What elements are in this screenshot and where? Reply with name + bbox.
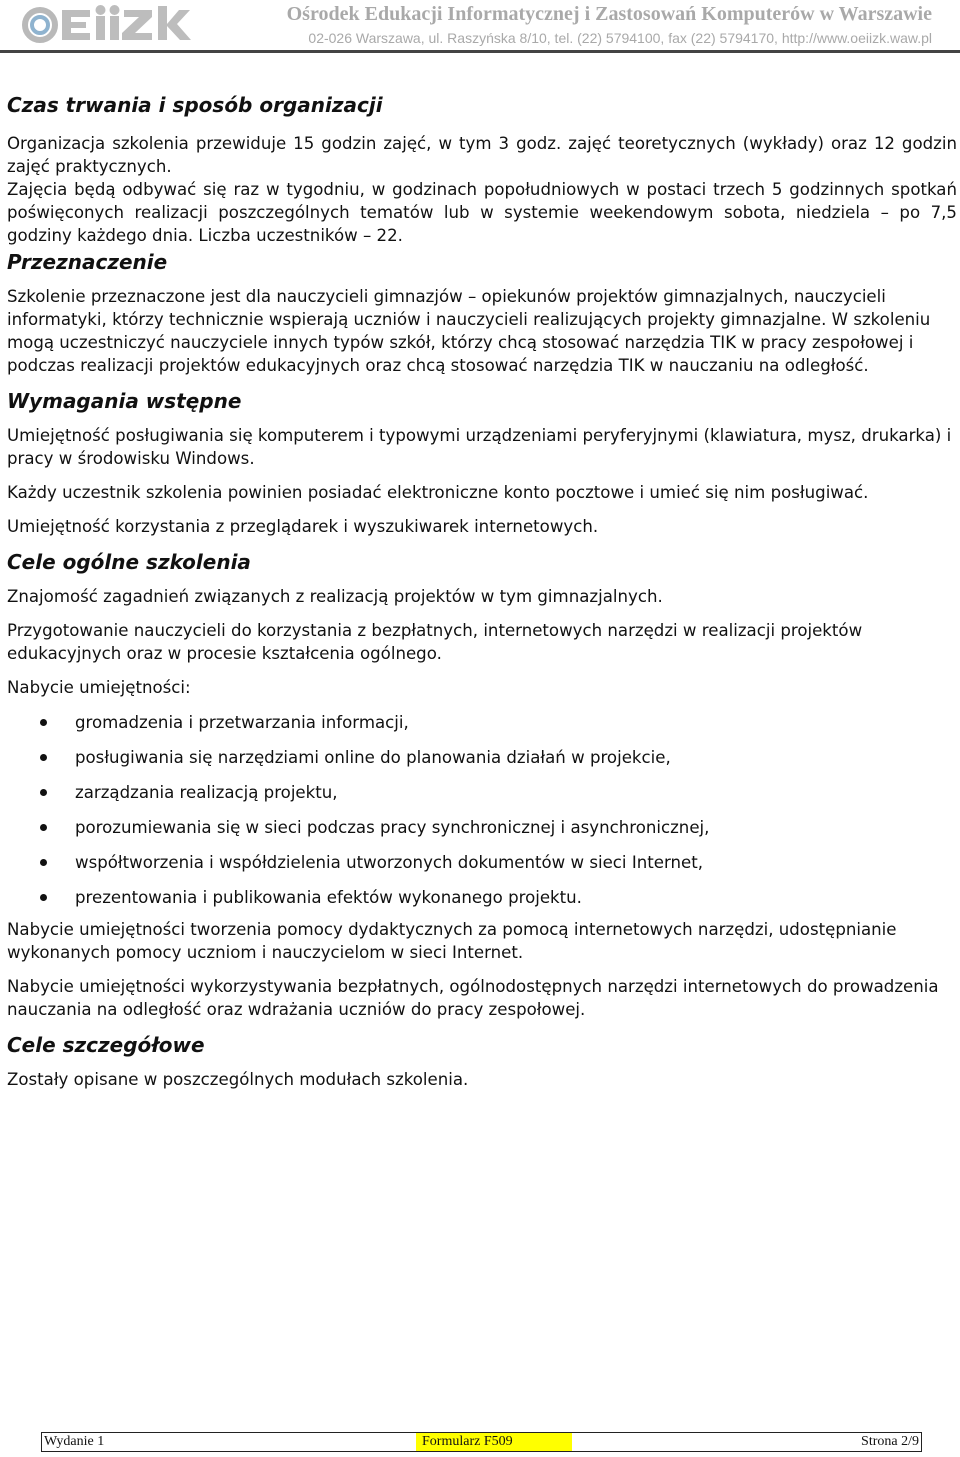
- footer-edition: Wydanie 1: [44, 1434, 105, 1449]
- bullet-icon: [40, 894, 47, 901]
- cele-ogolne-paragraph-5: Nabycie umiejętności wykorzystywania bezpłatnych, ogólnodostępnych narzędzi internetowych do prowadzenia nauczania na odległość oraz wdrażania uczniów do pracy zespołowej.: [7, 977, 939, 1019]
- cele-ogolne-paragraph-2: Przygotowanie nauczycieli do korzystania z bezpłatnych, internetowych narzędzi w realizacji projektów edukacyjnych oraz w procesie kształcenia ogólnego.: [7, 621, 863, 663]
- list-item: prezentowania i publikowania efektów wykonanego projektu.: [7, 886, 957, 916]
- list-item: posługiwania się narzędziami online do planowania działań w projekcie,: [7, 746, 957, 781]
- page-header: [0, 0, 960, 54]
- organization-name: Ośrodek Edukacji Informatycznej i Zastosowań Komputerów w Warszawie: [286, 3, 932, 25]
- wymagania-paragraph-3: Umiejętność korzystania z przeglądarek i wyszukiwarek internetowych.: [7, 517, 599, 536]
- heading-przeznaczenie: Przeznaczenie: [7, 250, 168, 274]
- czas-paragraph-2: Zajęcia będą odbywać się raz w tygodniu, w godzinach popołudniowych w postaci trzech 5 godzinnych spotkań poświęconych realizacji poszczególnych tematów lub w systemie weekendowym sobota, niedziela – po 7,5 godziny każdego dnia. Liczba uczestników – 22.: [7, 180, 957, 245]
- przeznaczenie-paragraph-1: Szkolenie przeznaczone jest dla nauczycieli gimnazjów – opiekunów projektów gimnazjalnych, nauczycieli informatyki, którzy technicznie wspierają uczniów i nauczycieli realizujących projekty gimnazjalne. W szkoleniu mogą uczestniczyć nauczyciele innych typów szkół, którzy chcą stosować narzędzia TIK w pracy zespołowej i podczas realizacji projektów edukacyjnych oraz chcą stosować narzędzia TIK w nauczaniu na odległość.: [7, 287, 931, 375]
- wymagania-paragraph-1: Umiejętność posługiwania się komputerem i typowymi urządzeniami peryferyjnymi (klawiatura, mysz, drukarka) i pracy w środowisku Windows.: [7, 426, 952, 468]
- bullet-icon: [40, 754, 47, 761]
- cele-ogolne-paragraph-4: Nabycie umiejętności tworzenia pomocy dydaktycznych za pomocą internetowych narzędzi, udostępnianie wykonanych pomocy uczniom i nauczycielom w sieci Internet.: [7, 920, 897, 962]
- czas-paragraph-1: Organizacja szkolenia przewiduje 15 godzin zajęć, w tym 3 godz. zajęć teoretycznych (wykłady) oraz 12 godzin zajęć praktycznych.: [7, 134, 957, 176]
- heading-czas-trwania: Czas trwania i sposób organizacji: [7, 93, 383, 117]
- footer-page-number: Strona 2/9: [861, 1434, 919, 1449]
- header-divider: [0, 50, 960, 53]
- heading-cele-ogolne: Cele ogólne szkolenia: [7, 550, 251, 574]
- cele-szczegolowe-paragraph-1: Zostały opisane w poszczególnych modułach szkolenia.: [7, 1070, 469, 1089]
- heading-cele-szczegolowe: Cele szczegółowe: [7, 1033, 205, 1057]
- list-item: porozumiewania się w sieci podczas pracy synchronicznej i asynchronicznej,: [7, 816, 957, 851]
- organization-address: 02-026 Warszawa, ul. Raszyńska 8/10, tel. (22) 5794100, fax (22) 5794170, http://www.oeiizk.waw.pl: [308, 30, 932, 46]
- oeiizk-logo: [18, 2, 203, 46]
- page-footer: [41, 1432, 922, 1452]
- list-item: gromadzenia i przetwarzania informacji,: [7, 711, 957, 746]
- list-item: zarządzania realizacją projektu,: [7, 781, 957, 816]
- bullet-icon: [40, 824, 47, 831]
- bullet-icon: [40, 789, 47, 796]
- document-body: [7, 92, 957, 1102]
- wymagania-paragraph-2: Każdy uczestnik szkolenia powinien posiadać elektroniczne konto pocztowe i umieć się nim posługiwać.: [7, 483, 869, 502]
- heading-wymagania: Wymagania wstępne: [7, 389, 242, 413]
- skills-list: [7, 711, 957, 916]
- bullet-icon: [40, 859, 47, 866]
- cele-ogolne-paragraph-1: Znajomość zagadnień związanych z realizacją projektów w tym gimnazjalnych.: [7, 587, 663, 606]
- list-item: współtworzenia i współdzielenia utworzonych dokumentów w sieci Internet,: [7, 851, 957, 886]
- cele-ogolne-paragraph-3: Nabycie umiejętności:: [7, 678, 191, 697]
- bullet-icon: [40, 719, 47, 726]
- footer-form-number: Formularz F509: [416, 1433, 572, 1451]
